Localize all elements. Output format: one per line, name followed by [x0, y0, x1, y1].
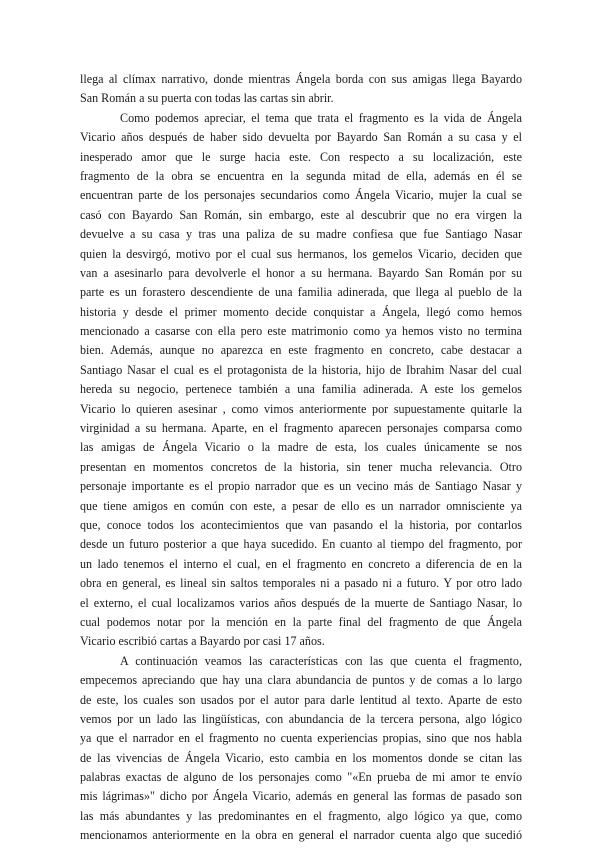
text-line: van a asesinarlo para devolverle el honor a su hermana. Bayardo San Román por su: [80, 265, 522, 280]
text-line: personaje importante es el propio narrador que es un vecino más de Santiago Nasar y: [80, 479, 522, 494]
text-line: vemos por un lado las lingüísticas, con abundancia de la tercera persona, algo lógico: [80, 711, 522, 726]
text-line: hereda su negocio, pertenece también a una familia adinerada. A este los gemelos: [80, 382, 522, 397]
text-line: fragmento de la obra se encuentra en la segunda mitad de ella, además en él se: [80, 168, 522, 183]
text-line: que tiene amigos en común con este, a pesar de ello es un narrador omnisciente ya: [80, 498, 522, 513]
text-line: mencionado a casarse con ella pero este matrimonio como ya hemos visto no termina: [80, 324, 522, 339]
text-line: Vicario escribió cartas a Bayardo por casi 17 años.: [80, 634, 325, 649]
text-line: de este, los cuales son usados por el autor para darle lentitud al texto. Aparte de esto: [80, 692, 522, 707]
text-line: mis lágrimas»" dicho por Ángela Vicario, además en general las formas de pasado son: [80, 789, 522, 804]
text-line: cual podemos notar por la mención en la parte final del fragmento de que Ángela: [80, 614, 522, 629]
body-text: [80, 70, 522, 846]
text-line: inesperado amor que le surge hacia este. Con respecto a su localización, este: [80, 149, 522, 164]
text-line: Vicario lo quieren asesinar , como vimos anteriormente por supuestamente quitarle la: [80, 401, 522, 416]
text-line: las amigas de Ángela Vicario o la madre de esta, los cuales únicamente se nos: [80, 440, 522, 455]
text-line: virginidad a su hermana. Aparte, en el fragmento aparecen personajes comparsa como: [80, 421, 522, 436]
text-line: San Román a su puerta con todas las cartas sin abrir.: [80, 91, 334, 106]
text-line: casó con Bayardo San Román, sin embargo, este al descubrir que no era virgen la: [80, 207, 522, 222]
text-line: el externo, el cual localizamos varios años después de la muerte de Santiago Nasar, lo: [80, 595, 522, 610]
text-line: encuentran parte de los personajes secundarios como Ángela Vicario, mujer la cual se: [80, 188, 522, 203]
text-line: Como podemos apreciar, el tema que trata el fragmento es la vida de Ángela: [120, 110, 522, 125]
text-line: quien la desvirgó, motivo por el cual sus hermanos, los gemelos Vicario, deciden que: [80, 246, 522, 261]
text-line: Santiago Nasar el cual es el protagonista de la historia, hijo de Ibrahim Nasar del cual: [80, 362, 522, 377]
text-line: mencionamos anteriormente en la obra en general el narrador cuenta algo que sucedió: [80, 828, 522, 843]
text-line: de las vivencias de Ángela Vicario, esto cambia en los momentos donde se citan las: [80, 750, 522, 765]
text-line: Vicario años después de haber sido devuelta por Bayardo San Román a su casa y el: [80, 130, 522, 145]
text-line: que, conoce todos los acontecimientos que van pasando el la historia, por contarlos: [80, 517, 522, 532]
text-line: llega al clímax narrativo, donde mientras Ángela borda con sus amigas llega Bayardo: [80, 72, 522, 86]
text-line: A continuación veamos las características con las que cuenta el fragmento,: [120, 653, 522, 668]
text-line: un lado tenemos el interno el cual, en el fragmento en concreto a diferencia de en la: [80, 556, 522, 571]
text-line: palabras exactas de alguno de los personajes como "«En prueba de mi amor te envío: [80, 770, 522, 785]
text-line: devuelve a su casa y tras una paliza de su madre confiesa que fue Santiago Nasar: [80, 227, 522, 242]
text-line: historia y desde el primer momento decide conquistar a Ángela, llegó como hemos: [80, 304, 522, 319]
text-line: empecemos apreciando que hay una clara abundancia de puntos y de comas a lo largo: [80, 673, 522, 688]
text-line: las más abundantes y las predominantes en el fragmento, algo lógico ya que, como: [80, 808, 522, 823]
text-line: parte es un forastero descendiente de una familia adinerada, que llega al pueblo de la: [80, 285, 522, 300]
text-line: presentan en momentos concretos de la historia, sin tener mucha relevancia. Otro: [80, 459, 522, 474]
text-line: obra en general, es lineal sin saltos temporales ni a pasado ni a futuro. Y por otro lado: [80, 576, 522, 591]
text-line: ya que el narrador en el fragmento no cuenta experiencias propias, sino que nos habla: [80, 731, 522, 746]
text-line: bien. Además, aunque no aparezca en este fragmento en concreto, cabe destacar a: [80, 343, 522, 358]
text-line: desde un futuro posterior a que haya sucedido. En cuanto al tiempo del fragmento, por: [80, 537, 522, 552]
